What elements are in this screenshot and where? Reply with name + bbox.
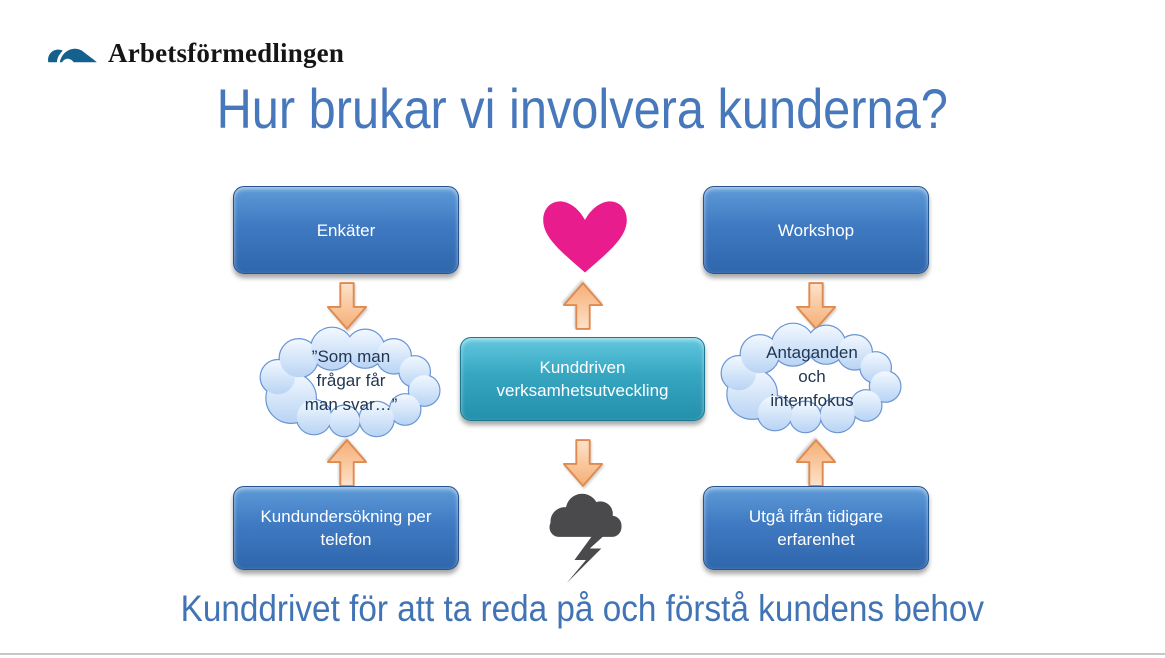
erfarenhet-box: Utgå ifrån tidigare erfarenhet bbox=[703, 486, 929, 570]
kundundersokning-box: Kundundersökning per telefon bbox=[233, 486, 459, 570]
storm-cloud-icon bbox=[541, 487, 629, 583]
arbetsformedlingen-logo-icon bbox=[46, 36, 98, 70]
arrow-up-icon bbox=[795, 438, 837, 488]
slide-title: Hur brukar vi involvera kunderna? bbox=[216, 77, 949, 140]
kunddriven-box: Kunddriven verksamhetsutveckling bbox=[460, 337, 705, 421]
workshop-box: Workshop bbox=[703, 186, 929, 274]
brand-logo bbox=[46, 36, 344, 70]
enkater-box: Enkäter bbox=[233, 186, 459, 274]
thought-cloud-right bbox=[711, 320, 913, 434]
arrow-up-icon bbox=[326, 438, 368, 488]
arrow-down-icon bbox=[562, 438, 604, 488]
heart-icon bbox=[537, 196, 633, 276]
slide-bottom-border bbox=[0, 653, 1165, 655]
slide-caption: Kunddrivet för att ta reda på och förstå kundens behov bbox=[180, 588, 985, 629]
brand-name: Arbetsförmedlingen bbox=[108, 37, 345, 68]
thought-cloud-left bbox=[247, 324, 455, 438]
cloud-left-text: ”Som man frågar får man svar…” bbox=[304, 347, 398, 414]
arrow-up-icon bbox=[562, 281, 604, 331]
cloud-right-text: Antaganden och internfokus bbox=[766, 343, 858, 410]
